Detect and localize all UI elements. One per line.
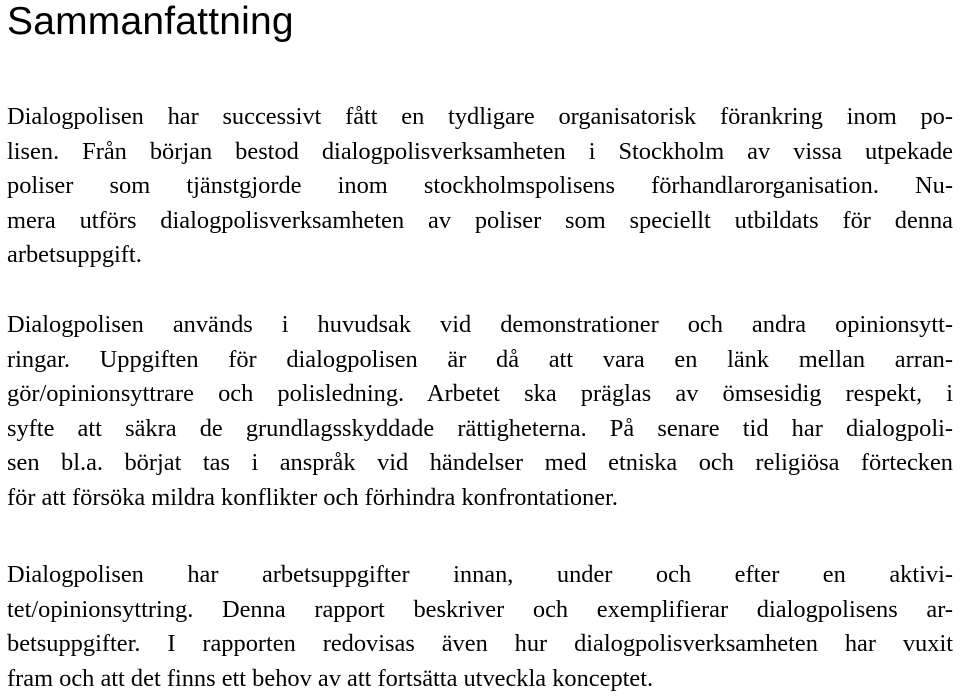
paragraph-line: Dialogpolisen används i huvudsak vid demonstrationer och andra opinionsytt-: [7, 311, 953, 338]
paragraph-line: sen bl.a. börjat tas i anspråk vid händelser med etniska och religiösa förtecken: [7, 449, 953, 477]
paragraph-line: lisen. Från början bestod dialogpolisverksamheten i Stockholm av vissa utpekade: [7, 137, 953, 165]
paragraph-line: fram och att det finns ett behov av att fortsätta utveckla konceptet.: [7, 664, 654, 692]
paragraph-line: betsuppgifter. I rapporten redovisas även hur dialogpolisverksamheten har vuxit: [7, 630, 953, 658]
paragraph-line: Dialogpolisen har successivt fått en tydligare organisatorisk förankring inom po-: [7, 103, 953, 130]
paragraph-line: syfte att säkra de grundlagsskyddade rättigheterna. På senare tid har dialogpoli-: [7, 414, 953, 442]
paragraph-2: [7, 308, 953, 516]
paragraph-3: [7, 558, 953, 696]
paragraph-line: för att försöka mildra konflikter och förhindra konfrontationer.: [7, 483, 618, 511]
paragraph-line: Dialogpolisen har arbetsuppgifter innan, under och efter en aktivi-: [7, 561, 953, 588]
paragraph-line: mera utförs dialogpolisverksamheten av poliser som speciellt utbildats för denna: [7, 206, 953, 234]
paragraph-line: poliser som tjänstgjorde inom stockholmspolisens förhandlarorganisation. Nu-: [7, 172, 953, 200]
page-title: Sammanfattning: [7, 0, 294, 43]
paragraph-line: arbetsuppgift.: [7, 241, 142, 269]
paragraph-1: [7, 100, 953, 273]
paragraph-line: gör/opinionsyttrare och polisledning. Arbetet ska präglas av ömsesidig respekt, i: [7, 380, 953, 408]
paragraph-line: tet/opinionsyttring. Denna rapport beskriver och exemplifierar dialogpolisens ar-: [7, 595, 953, 623]
paragraph-line: ringar. Uppgiften för dialogpolisen är då att vara en länk mellan arran-: [7, 345, 953, 373]
